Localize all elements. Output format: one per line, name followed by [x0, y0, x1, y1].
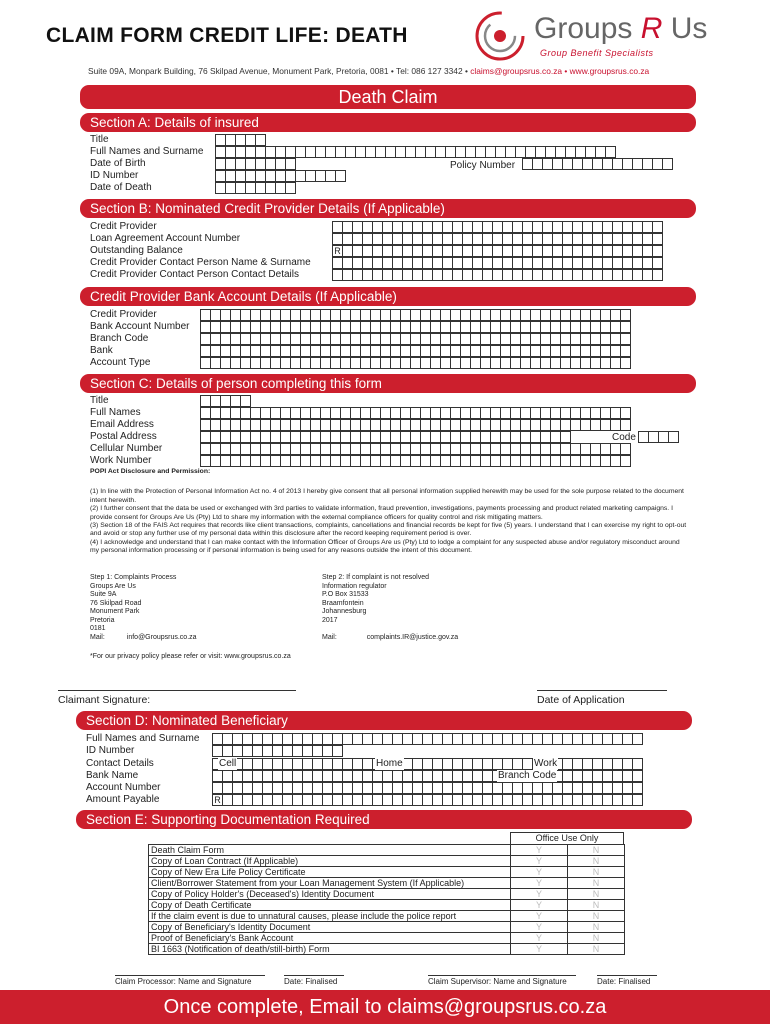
field-label: Postal Address	[90, 431, 157, 442]
bank-section-header	[80, 287, 696, 306]
document-name: Copy of Loan Contract (If Applicable)	[149, 856, 511, 867]
office-no-checkbox[interactable]: N	[568, 856, 625, 867]
bank-account-input[interactable]	[200, 321, 631, 333]
field-label: Loan Agreement Account Number	[90, 233, 241, 244]
cell-label: Cell	[219, 758, 237, 769]
office-yes-checkbox[interactable]: Y	[511, 944, 568, 955]
step2-line: Johannesburg	[322, 608, 367, 615]
section-a-title: Section A: Details of insured	[90, 115, 259, 130]
step1-mail-link[interactable]: info@Groupsrus.co.za	[126, 633, 197, 641]
input-cell[interactable]	[632, 733, 643, 745]
section-e-title: Section E: Supporting Documentation Required	[86, 812, 370, 827]
field-label: Credit Provider Contact Person Name & Surname	[90, 257, 311, 268]
section-b-header	[80, 199, 696, 218]
document-row	[149, 867, 625, 878]
branch-code-input[interactable]	[200, 333, 631, 345]
contact-links[interactable]: claims@groupsrus.co.za • www.groupsrus.co.za	[470, 66, 650, 76]
office-no-checkbox[interactable]: N	[568, 944, 625, 955]
input-cell[interactable]	[255, 134, 266, 146]
document-name: Proof of Beneficiary's Bank Account	[149, 933, 511, 944]
form-title: CLAIM FORM CREDIT LIFE: DEATH	[46, 24, 408, 47]
insured-name-input[interactable]	[215, 146, 616, 158]
office-yes-checkbox[interactable]: Y	[511, 856, 568, 867]
input-cell[interactable]	[620, 443, 631, 455]
document-row	[149, 845, 625, 856]
work-label: Work	[534, 758, 558, 769]
input-cell[interactable]	[285, 182, 296, 194]
office-yes-checkbox[interactable]: Y	[511, 900, 568, 911]
document-name: Copy of Policy Holder's (Deceased's) Identity Document	[149, 889, 511, 900]
office-yes-checkbox[interactable]: Y	[511, 922, 568, 933]
policy-number-label: Policy Number	[450, 160, 516, 171]
input-cell[interactable]	[662, 158, 673, 170]
field-label: Full Names and Surname	[90, 146, 204, 157]
application-date-label: Date of Application	[537, 694, 625, 706]
supervisor-date-label: Date: Finalised	[597, 977, 651, 986]
beneficiary-bank-input[interactable]	[212, 770, 643, 782]
processor-date-line[interactable]	[284, 975, 344, 976]
beneficiary-contact-input[interactable]	[212, 758, 643, 770]
insured-id-input[interactable]	[215, 170, 346, 182]
account-type-input[interactable]	[200, 357, 631, 369]
bank-section-title: Credit Provider Bank Account Details (If Applicable)	[90, 289, 397, 304]
currency-prefix-cell[interactable]: R	[332, 245, 343, 257]
field-label: Date of Birth	[90, 158, 146, 169]
input-cell[interactable]	[620, 419, 631, 431]
office-no-checkbox[interactable]: N	[568, 933, 625, 944]
input-cell[interactable]	[620, 455, 631, 467]
input-cell[interactable]	[632, 770, 643, 782]
completer-names-input[interactable]	[200, 407, 631, 419]
policy-number-input[interactable]	[522, 158, 673, 170]
document-name: Client/Borrower Statement from your Loan Management System (If Applicable)	[149, 878, 511, 889]
insured-dod-input[interactable]	[215, 182, 296, 194]
popi-heading: POPI Act Disclosure and Permission:	[90, 468, 211, 475]
section-d-title: Section D: Nominated Beneficiary	[86, 713, 288, 728]
step2-line: Information regulator	[322, 582, 387, 590]
completer-email-input[interactable]	[200, 419, 631, 431]
field-label: Bank Account Number	[90, 321, 190, 332]
document-name: Death Claim Form	[149, 845, 511, 856]
input-cell[interactable]	[620, 345, 631, 357]
section-d-header	[76, 711, 692, 730]
company-logo	[470, 10, 740, 62]
logo-wordmark	[534, 12, 707, 46]
logo-swirl-icon	[470, 10, 530, 62]
contact-details-input[interactable]	[332, 269, 663, 281]
contact-person-input[interactable]	[332, 257, 663, 269]
office-no-checkbox[interactable]: N	[568, 845, 625, 856]
field-label: Credit Provider	[90, 221, 157, 232]
input-cell[interactable]	[620, 407, 631, 419]
supervisor-signature-label: Claim Supervisor: Name and Signature	[428, 977, 567, 986]
beneficiary-account-input[interactable]	[212, 782, 643, 794]
step1-line: Pretoria	[90, 616, 115, 624]
document-row	[149, 944, 625, 955]
section-b-title: Section B: Nominated Credit Provider Details (If Applicable)	[90, 201, 445, 216]
completer-postal-input[interactable]	[200, 431, 571, 443]
documents-table	[148, 844, 625, 955]
field-label: Full Names and Surname	[86, 733, 200, 744]
step1-line: Groups Are Us	[90, 582, 136, 590]
currency-prefix-cell[interactable]: R	[212, 794, 223, 806]
input-cell[interactable]	[285, 158, 296, 170]
input-cell[interactable]	[335, 170, 346, 182]
document-row	[149, 922, 625, 933]
input-cell[interactable]	[652, 233, 663, 245]
completer-work-input[interactable]	[200, 455, 631, 467]
office-yes-checkbox[interactable]: Y	[511, 878, 568, 889]
step1-line: Step 1: Complaints Process	[90, 574, 177, 581]
claimant-signature-line[interactable]	[58, 690, 296, 691]
complaints-step-1	[90, 574, 197, 642]
supervisor-signature-line[interactable]	[428, 975, 576, 976]
office-yes-checkbox[interactable]: Y	[511, 867, 568, 878]
office-no-checkbox[interactable]: N	[568, 911, 625, 922]
document-row	[149, 900, 625, 911]
company-address	[88, 66, 649, 76]
branch-code-label: Branch Code	[498, 770, 557, 781]
field-label: Amount Payable	[86, 794, 160, 805]
main-banner	[80, 85, 696, 109]
document-name: BI 1663 (Notification of death/still-birth) Form	[149, 944, 511, 955]
complaints-step-2	[322, 574, 458, 642]
popi-paragraph-3: (3) Section 18 of the FAIS Act requires that records like client transactions, complaints, cancellations and financial records be kept for five (5) years. I understand that I can exercise my right to opt-out and avoid or stop any further use of my personal data within this disclosure after the record keeping requirement period is over.	[90, 522, 687, 538]
field-label: Branch Code	[90, 333, 149, 344]
office-yes-checkbox[interactable]: Y	[511, 911, 568, 922]
logo-word-groups: Groups	[534, 12, 633, 45]
completer-cell-input[interactable]	[200, 443, 631, 455]
step1-line: 76 Skilpad Road	[90, 599, 142, 607]
insured-dob-input[interactable]	[215, 158, 296, 170]
input-cell[interactable]	[605, 146, 616, 158]
privacy-note: *For our privacy policy please refer or visit: www.groupsrus.co.za	[90, 653, 291, 660]
step2-mail-label: Mail:	[322, 633, 337, 641]
input-cell[interactable]	[632, 758, 643, 770]
input-cell[interactable]	[620, 357, 631, 369]
field-label: Credit Provider Contact Person Contact Details	[90, 269, 299, 280]
logo-word-r: R	[640, 12, 663, 45]
field-label: Bank Name	[86, 770, 139, 781]
title-input[interactable]	[215, 134, 266, 146]
document-row	[149, 878, 625, 889]
document-name: Copy of Death Certificate	[149, 900, 511, 911]
processor-signature-line[interactable]	[115, 975, 265, 976]
popi-paragraph-1: (1) In line with the Protection of Personal Information Act no. 4 of 2013 I hereby give consent that all personal information supplied herewith may be used for the sole purpose related to the document intent herewith.	[90, 488, 684, 504]
office-no-checkbox[interactable]: N	[568, 889, 625, 900]
credit-provider-input[interactable]	[332, 221, 663, 233]
document-row	[149, 856, 625, 867]
section-c-title: Section C: Details of person completing this form	[90, 376, 382, 391]
input-cell[interactable]	[240, 395, 251, 407]
step1-mail-label: Mail:	[90, 633, 105, 641]
outstanding-balance-input[interactable]	[332, 245, 663, 257]
processor-date-label: Date: Finalised	[284, 977, 338, 986]
footer-banner: Once complete, Email to claims@groupsrus.co.za	[0, 990, 770, 1024]
step1-line: 0181	[90, 625, 106, 632]
beneficiary-names-input[interactable]	[212, 733, 643, 745]
document-row	[149, 933, 625, 944]
office-no-checkbox[interactable]: N	[568, 900, 625, 911]
field-label: Full Names	[90, 407, 141, 418]
address-text: Suite 09A, Monpark Building, 76 Skilpad Avenue, Monument Park, Pretoria, 0081 • Tel: 086 127 3342 •	[88, 66, 471, 76]
step2-mail-link[interactable]: complaints.IR@justice.gov.za	[366, 633, 459, 641]
home-label: Home	[376, 758, 403, 769]
amount-payable-input[interactable]	[212, 794, 643, 806]
field-label: Date of Death	[90, 182, 152, 193]
section-c-header	[80, 374, 696, 393]
field-label: Title	[90, 134, 109, 145]
document-row	[149, 889, 625, 900]
code-label: Code	[612, 432, 636, 443]
field-label: Work Number	[90, 455, 152, 466]
claimant-signature-label: Claimant Signature:	[58, 694, 151, 706]
document-row	[149, 911, 625, 922]
field-label: Credit Provider	[90, 309, 157, 320]
logo-word-us: Us	[670, 12, 708, 45]
step2-line: 2017	[322, 616, 338, 624]
bank-name-input[interactable]	[200, 345, 631, 357]
office-yes-checkbox[interactable]: Y	[511, 889, 568, 900]
processor-signature-label: Claim Processor: Name and Signature	[115, 977, 252, 986]
office-yes-checkbox[interactable]: Y	[511, 845, 568, 856]
field-label: ID Number	[86, 745, 135, 756]
document-name: Copy of New Era Life Policy Certificate	[149, 867, 511, 878]
office-no-checkbox[interactable]: N	[568, 867, 625, 878]
field-label: Account Type	[90, 357, 151, 368]
field-label: Bank	[90, 345, 113, 356]
field-label: Email Address	[90, 419, 154, 430]
input-cell[interactable]	[652, 245, 663, 257]
step2-line: P.O Box 31533	[322, 591, 369, 598]
input-cell[interactable]	[652, 221, 663, 233]
input-cell[interactable]	[620, 309, 631, 321]
supervisor-date-line[interactable]	[597, 975, 657, 976]
step1-line: Monument Park	[90, 608, 140, 615]
office-use-header: Office Use Only	[510, 832, 624, 844]
input-cell[interactable]	[668, 431, 679, 443]
popi-disclosure	[90, 468, 690, 556]
field-label: Contact Details	[86, 758, 154, 769]
input-cell[interactable]	[652, 257, 663, 269]
popi-paragraph-2: (2) I further consent that the data be used or exchanged with 3rd parties to validate information, fraud prevention, investigations, payments processing and product related marketing campaigns. I provide consent for Groups Are Us (Pty) Ltd to share my information with the external compliance officers for quality control and risk mitigating matters.	[90, 505, 673, 521]
step1-line: Suite 9A	[90, 591, 117, 598]
office-no-checkbox[interactable]: N	[568, 878, 625, 889]
popi-paragraph-4: (4) I acknowledge and understand that I can make contact with the Information Officer of Groups Are us (Pty) Ltd to lodge a complaint for any suspected abuse and/or regulatory misconduct around my personal information processing or if personal information is being used for any reasons outside the intent of this document.	[90, 538, 680, 555]
office-no-checkbox[interactable]: N	[568, 922, 625, 933]
input-cell[interactable]	[620, 321, 631, 333]
input-cell[interactable]	[332, 745, 343, 757]
step2-line: Step 2: If complaint is not resolved	[322, 574, 429, 581]
document-name: If the claim event is due to unnatural causes, please include the police report	[149, 911, 511, 922]
step2-line: Braamfontein	[322, 599, 364, 607]
field-label: Cellular Number	[90, 443, 163, 454]
section-e-header	[76, 810, 692, 829]
section-a-header	[80, 113, 696, 132]
application-date-line[interactable]	[537, 690, 667, 691]
logo-tagline: Group Benefit Specialists	[540, 48, 654, 58]
input-cell[interactable]	[652, 269, 663, 281]
input-cell[interactable]	[620, 333, 631, 345]
postal-code-input[interactable]	[638, 431, 679, 443]
main-banner-title: Death Claim	[338, 87, 438, 107]
field-label: Outstanding Balance	[90, 245, 183, 256]
beneficiary-id-input[interactable]	[212, 745, 343, 757]
input-cell[interactable]	[632, 782, 643, 794]
input-cell[interactable]	[560, 431, 571, 443]
office-yes-checkbox[interactable]: Y	[511, 933, 568, 944]
bank-provider-input[interactable]	[200, 309, 631, 321]
field-label: Account Number	[86, 782, 161, 793]
loan-account-input[interactable]	[332, 233, 663, 245]
field-label: ID Number	[90, 170, 139, 181]
input-cell[interactable]	[632, 794, 643, 806]
field-label: Title	[90, 395, 109, 406]
completer-title-input[interactable]	[200, 395, 251, 407]
document-name: Copy of Beneficiary's Identity Document	[149, 922, 511, 933]
